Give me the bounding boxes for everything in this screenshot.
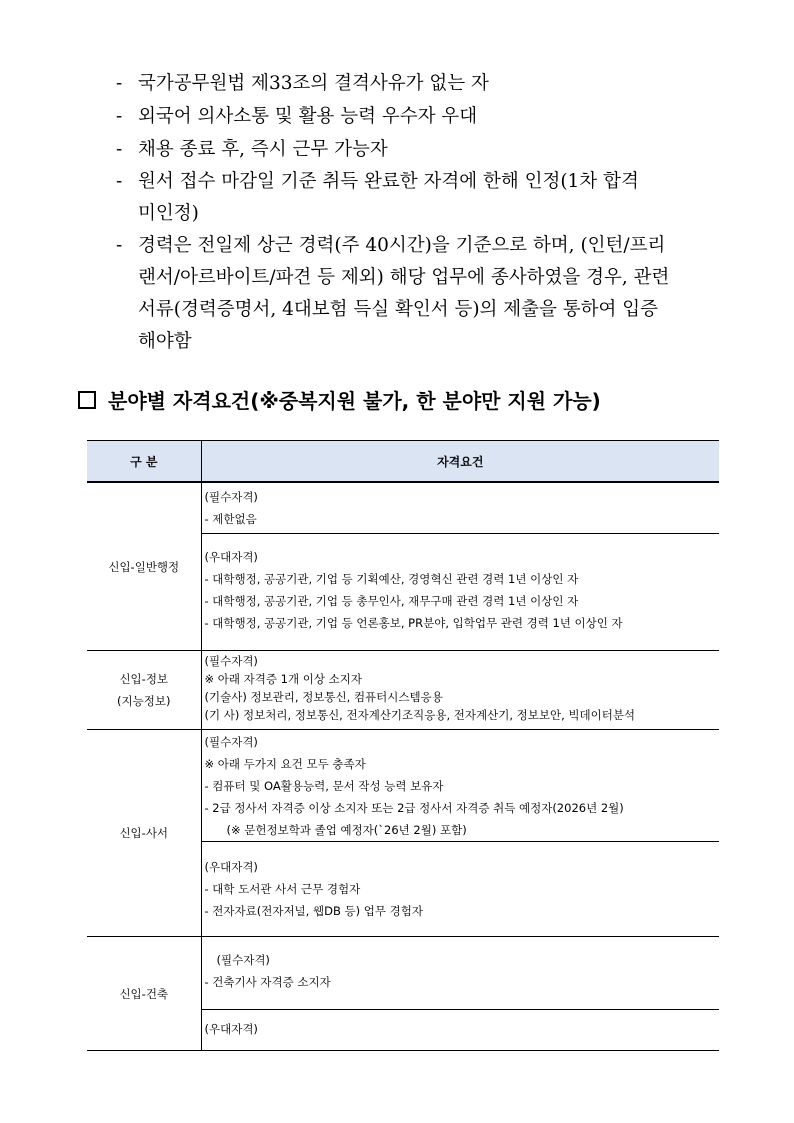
requirement-block [201,534,719,651]
bullet-dash: - [116,235,123,256]
section-heading [78,383,778,419]
table-row [87,937,719,1010]
requirement-block [201,842,719,937]
bullet-dash: - [116,73,123,94]
category-label: 신입-사서 [119,826,169,840]
bullet-dash: - [116,171,123,192]
requirement-line: (필수자격) [204,654,258,668]
requirements-table [87,440,719,1051]
category-cell [87,730,201,937]
header-requirements: 자격요건 [201,441,719,483]
bullet-dash: - [116,106,123,127]
requirement-line: (기 사) 정보처리, 정보통신, 전자계산기조직응용, 전자계산기, 정보보안, 빅데이터분석 [204,708,636,722]
bullet-text: 국가공무원법 제33조의 결격사유가 없는 자 [138,73,489,94]
requirement-line: - 제한없음 [204,512,257,526]
table-header-row [87,441,719,483]
requirement-block [201,651,719,730]
header-category: 구 분 [87,441,201,483]
requirement-line: (기술사) 정보관리, 정보통신, 컴퓨터시스템응용 [204,690,443,704]
bullet-text: 채용 종료 후, 즉시 근무 가능자 [138,139,388,160]
table-row [87,482,719,534]
section-title: 분야별 자격요건(※중복지원 불가, 한 분야만 지원 가능) [108,389,601,413]
category-label: (지능정보) [117,694,171,708]
requirement-line: (우대자격) [204,550,258,564]
bullet-text: 해야함 [138,331,192,352]
requirement-line: (우대자격) [204,860,258,874]
requirement-line: - 대학행정, 공공기관, 기업 등 총무인사, 재무구매 관련 경력 1년 이상인 자 [204,594,579,608]
requirement-line: - 전자자료(전자저널, 웹DB 등) 업무 경험자 [204,904,423,918]
requirement-block [201,937,719,1010]
table-row [87,651,719,730]
requirement-block [201,482,719,534]
requirement-line: (필수자격) [204,735,258,749]
requirement-line: (필수자격) [204,490,258,504]
bullet-dash: - [116,139,123,160]
bullet-text: 경력은 전일제 상근 경력(주 40시간)을 기준으로 하며, (인턴/프리 [138,235,666,256]
bullet-text: 서류(경력증명서, 4대보험 득실 확인서 등)의 제출을 통하여 입증 [138,299,659,320]
category-label: 신입-일반행정 [108,559,180,574]
requirement-block [201,730,719,842]
requirement-line: - 2급 정사서 자격증 이상 소지자 또는 2급 정사서 자격증 취득 예정자(2026년 2월) [204,801,624,815]
requirement-block [201,1010,719,1051]
table-row [87,730,719,842]
category-label: 신입-건축 [119,986,169,1001]
requirement-line: ※ 아래 자격증 1개 이상 소지자 [204,672,362,686]
category-cell [87,482,201,651]
bullet-text: 랜서/아르바이트/파견 등 제외) 해당 업무에 종사하였을 경우, 관련 [138,267,670,288]
bullet-text: 외국어 의사소통 및 활용 능력 우수자 우대 [138,106,478,127]
requirement-line: ※ 아래 두가지 요건 모두 충족자 [204,757,366,771]
bullet-text: 미인정) [138,203,199,224]
requirement-line: (우대자격) [204,1022,258,1036]
bullet-text: 원서 접수 마감일 기준 취득 완료한 자격에 한해 인정(1차 합격 [138,171,639,192]
checkbox-square-icon [78,391,96,409]
category-label: 신입-정보 [119,672,169,686]
requirement-line: - 건축기사 자격증 소지자 [204,975,331,989]
requirement-line: - 컴퓨터 및 OA활용능력, 문서 작성 능력 보유자 [204,779,444,793]
requirement-line: - 대학행정, 공공기관, 기업 등 언론홍보, PR분야, 입학업무 관련 경력 1년 이상인 자 [204,616,623,630]
requirement-line: (※ 문헌정보학과 졸업 예정자(`26년 2월) 포함) [226,823,467,837]
category-cell [87,651,201,730]
requirement-line: (필수자격) [216,953,270,967]
requirement-line: - 대학 도서관 사서 근무 경험자 [204,882,361,896]
category-cell [87,937,201,1051]
requirement-line: - 대학행정, 공공기관, 기업 등 기획예산, 경영혁신 관련 경력 1년 이상인 자 [204,572,579,586]
